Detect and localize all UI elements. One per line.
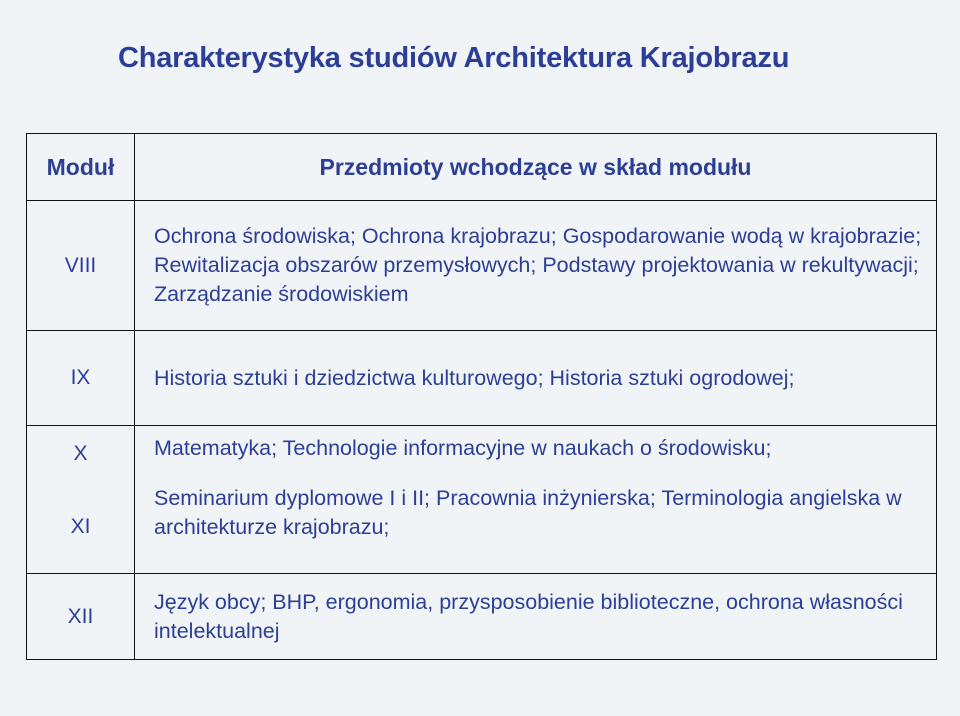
module-column-header: Moduł [27, 134, 135, 201]
table-header-row [27, 134, 937, 201]
module-subjects: Seminarium dyplomowe I i II; Pracownia inżynierska; Terminologia angielska w architekturze krajobrazu; [135, 482, 937, 574]
module-number: XII [27, 574, 135, 660]
module-subjects: Matematyka; Technologie informacyjne w naukach o środowisku; [135, 426, 937, 482]
table-row [27, 331, 937, 426]
module-subjects: Ochrona środowiska; Ochrona krajobrazu; Gospodarowanie wodą w krajobrazie; Rewitalizacja obszarów przemysłowych; Podstawy projektowania w rekultywacji; Zarządzanie środowiskiem [135, 201, 937, 331]
module-subjects: Historia sztuki i dziedzictwa kulturowego; Historia sztuki ogrodowej; [135, 331, 937, 426]
table-row [27, 482, 937, 574]
module-number: XI [27, 482, 135, 574]
module-number: IX [27, 331, 135, 426]
table-row [27, 426, 937, 482]
slide-title: Charakterystyka studiów Architektura Krajobrazu [118, 42, 790, 74]
module-number: X [27, 426, 135, 482]
module-subjects: Język obcy; BHP, ergonomia, przysposobienie biblioteczne, ochrona własności intelektualnej [135, 574, 937, 660]
table-row [27, 574, 937, 660]
table-row [27, 201, 937, 331]
subjects-column-header: Przedmioty wchodzące w skład modułu [135, 134, 937, 201]
modules-table [26, 133, 937, 660]
module-number: VIII [27, 201, 135, 331]
